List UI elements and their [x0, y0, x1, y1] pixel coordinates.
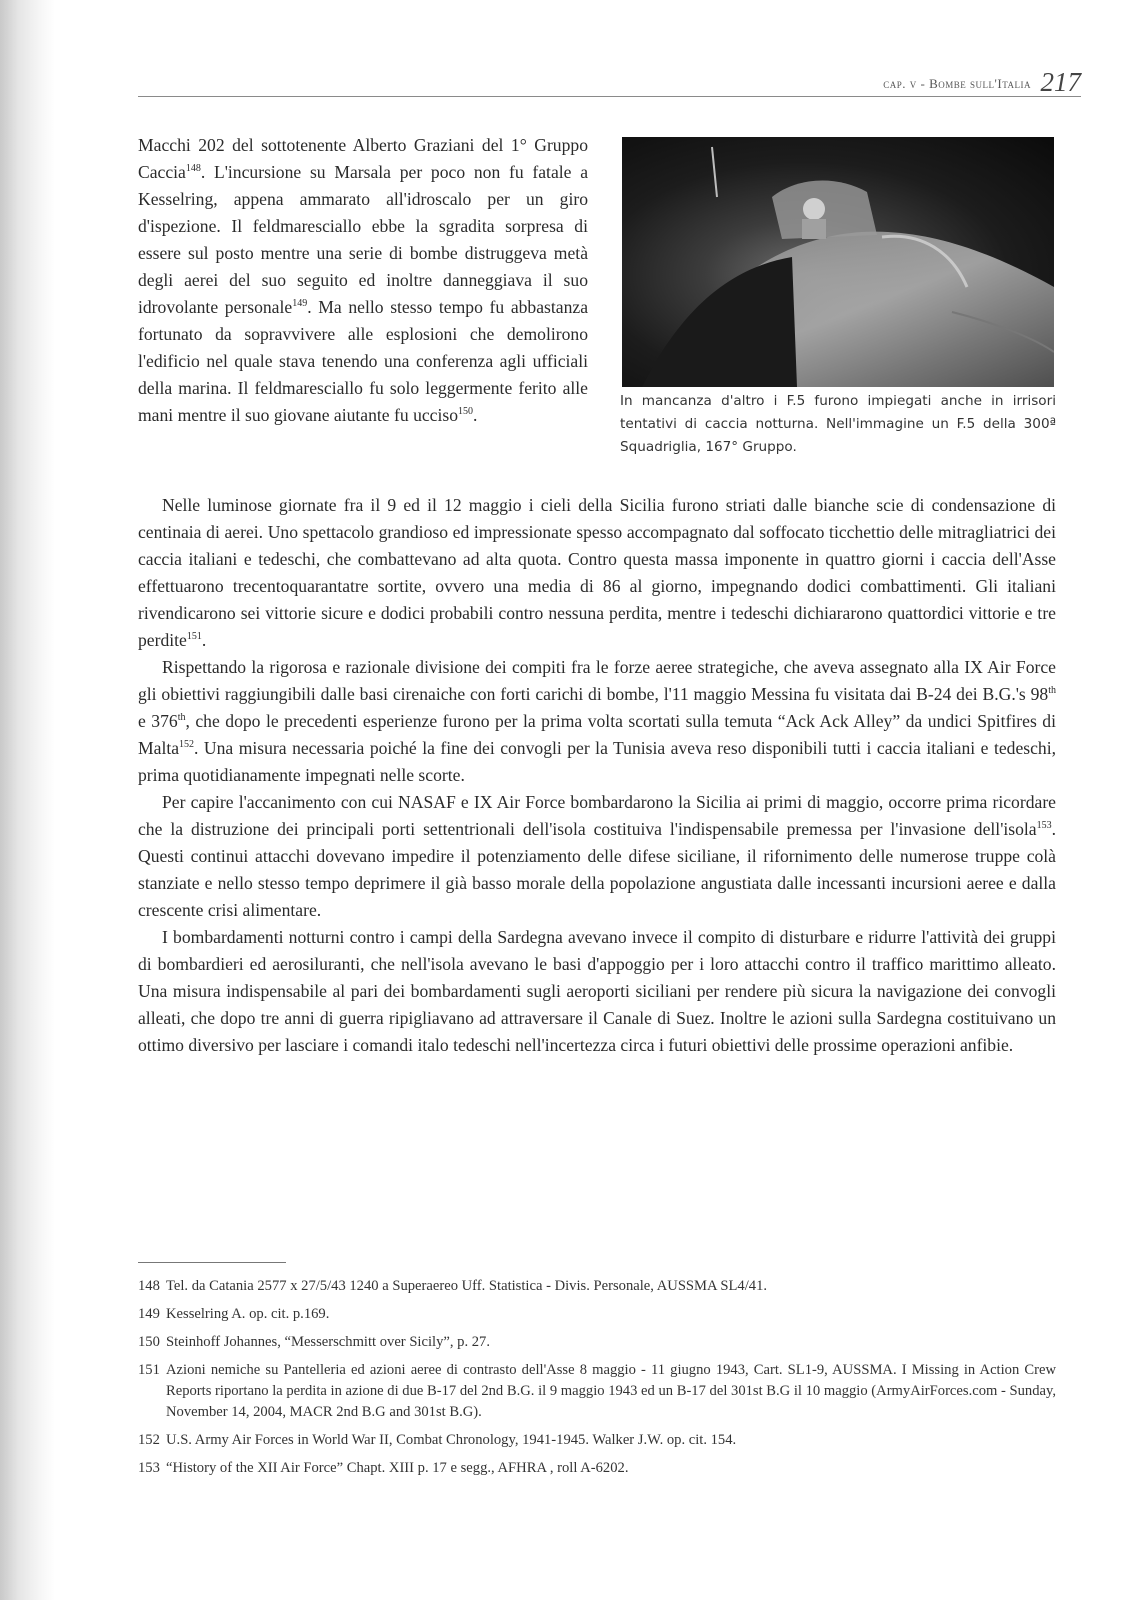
footnotes [138, 1276, 1056, 1486]
text-run: Rispettando la rigorosa e razionale divisione dei compiti fra le forze aeree strategiche, che aveva assegnato alla IX Air Force gli obiettivi raggiungibili dalle basi cirenaiche con forti carichi di bombe, l'11 maggio Messina fu visitata dai B-24 dei B.G.'s 98 [138, 657, 1056, 704]
ordinal-suffix: th [177, 712, 186, 724]
footnote-number: 148 [138, 1278, 160, 1294]
text-run: e 376 [138, 711, 178, 731]
footnote-text: Kesselring A. op. cit. p.169. [166, 1306, 330, 1322]
paragraph-1 [138, 132, 588, 429]
footnote-text: Azioni nemiche su Pantelleria ed azioni aeree di contrasto dell'Asse 8 maggio - 11 giugno 1943, Cart. SL1-9, AUSSMA. I Missing in Action Crew Reports riportano la perdita in azione di due B-17 del 2nd B.G. il 9 maggio 1943 ed un B-17 del 301st B.G il 10 maggio (ArmyAirForces.com - Sunday, November 14, 2004, MACR 2nd B.G and 301st B.G). [166, 1362, 1056, 1420]
footnote-text: Tel. da Catania 2577 x 27/5/43 1240 a Superaereo Uff. Statistica - Divis. Personale, AUSSMA SL4/41. [166, 1278, 768, 1294]
column-text [138, 132, 588, 429]
paragraph-4 [138, 789, 1056, 924]
figure-caption: In mancanza d'altro i F.5 furono impiegati anche in irrisori tentativi di caccia notturna. Nell'immagine un F.5 della 300ª Squadriglia, 167° Gruppo. [620, 393, 1056, 455]
text-run: . Questi continui attacchi dovevano impedire il potenziamento delle difese siciliane, il rifornimento delle numerose truppe colà stanziate e nello stesso tempo deprimere il già basso morale della popolazione angustiata dalle incessanti incursioni aeree e dalla crescente crisi alimentare. [138, 819, 1056, 920]
running-head [138, 66, 1081, 97]
aircraft-photo [622, 137, 1054, 387]
footnote [138, 1458, 1056, 1479]
ordinal-suffix: th [1048, 685, 1056, 697]
footnote [138, 1304, 1056, 1325]
footnote-text: Steinhoff Johannes, “Messerschmitt over Sicily”, p. 27. [166, 1334, 490, 1350]
footnote-text: “History of the XII Air Force” Chapt. XIII p. 17 e segg., AFHRA , roll A-6202. [166, 1460, 629, 1476]
text-run: . [473, 405, 478, 425]
paragraph-2 [138, 492, 1056, 654]
text-run: Macchi 202 del sottotenente Alberto Graziani del 1° Gruppo Caccia [138, 135, 588, 182]
footnote-text: U.S. Army Air Forces in World War II, Combat Chronology, 1941-1945. Walker J.W. op. cit. 154. [166, 1432, 737, 1448]
footnote-ref: 151 [186, 631, 202, 643]
footnote [138, 1276, 1056, 1297]
footnote-ref: 150 [458, 406, 474, 418]
footnote-ref: 152 [179, 739, 195, 751]
chapter-title: cap. v - Bombe sull'Italia [883, 76, 1031, 91]
text-run: . Ma nello stesso tempo fu abbastanza fortunato da sopravvivere alle esplosioni che demolirono l'edificio nel quale stava tenendo una conferenza agli ufficiali della marina. Il feldmaresciallo fu solo leggermente ferito alle mani mentre il suo giovane aiutante fu ucciso [138, 297, 588, 425]
footnote-number: 151 [138, 1362, 160, 1378]
footnote-divider [138, 1262, 286, 1263]
text-run: Per capire l'accanimento con cui NASAF e IX Air Force bombardarono la Sicilia ai primi di maggio, occorre prima ricordare che la distruzione dei principali porti settentrionali dell'isola costituiva l'indispensabile premessa per l'invasione dell'isola [138, 792, 1056, 839]
text-run: . L'incursione su Marsala per poco non fu fatale a Kesselring, appena ammarato all'idroscalo per un giro d'ispezione. Il feldmaresciallo ebbe la sgradita sorpresa di essere sul posto mentre una serie di bombe distruggeva metà degli aerei del suo seguito ed inoltre danneggiava il suo idrovolante personale [138, 162, 588, 317]
footnote-ref: 153 [1036, 820, 1052, 832]
night-fighter-image [622, 137, 1054, 387]
text-run: , che dopo le precedenti esperienze furono per la prima volta scortati sulla temuta “Ack Ack Alley” da undici Spitfires di Malta [138, 711, 1056, 758]
paragraph-3 [138, 654, 1056, 789]
page-spine-shadow [0, 0, 55, 1600]
text-run: . Una misura necessaria poiché la fine dei convogli per la Tunisia aveva reso disponibili tutti i caccia italiani e tedeschi, prima quotidianamente impegnati nelle scorte. [138, 738, 1056, 785]
paragraph-5: I bombardamenti notturni contro i campi della Sardegna avevano invece il compito di disturbare e ridurre l'attività dei gruppi di bombardieri ed aerosiluranti, che nell'isola avevano le basi d'appoggio per i loro attacchi contro il traffico marittimo alleato. Una misura indispensabile al pari dei bombardamenti sugli aeroporti siciliani per rendere più sicura la navigazione dei convogli alleati, che dopo tre anni di guerra ripigliavano ad attraversare il Canale di Suez. Inoltre le azioni sulla Sardegna costituivano un ottimo diversivo per lasciare i comandi italo tedeschi nell'incertezza circa i futuri obiettivi delle prossime operazioni anfibie. [138, 927, 1056, 1055]
footnote-ref: 148 [185, 163, 201, 175]
footnote [138, 1360, 1056, 1423]
footnote-number: 153 [138, 1460, 160, 1476]
footnote-number: 150 [138, 1334, 160, 1350]
footnote-number: 152 [138, 1432, 160, 1448]
footnote-number: 149 [138, 1306, 160, 1322]
page-number: 217 [1040, 67, 1081, 97]
footnote-ref: 149 [292, 298, 308, 310]
footnote [138, 1430, 1056, 1451]
text-run: Nelle luminose giornate fra il 9 ed il 12 maggio i cieli della Sicilia furono striati dalle bianche scie di condensazione di centinaia di aerei. Uno spettacolo grandioso ed impressionate spesso accompagnato dal soffocato ticchettio delle mitragliatrici dei caccia italiani e tedeschi, che combattevano ad alta quota. Contro questa massa imponente in quattro giorni i caccia dell'Asse effettuarono trecentoquarantatre sortite, ovvero una media di 86 al giorno, impegnando dodici combattimenti. Gli italiani rivendicarono sei vittorie sicure e dodici probabili contro nessuna perdita, mentre i tedeschi dichiararono quattordici vittorie e tre perdite [138, 495, 1056, 650]
footnote [138, 1332, 1056, 1353]
main-text [138, 492, 1056, 1059]
text-run: . [201, 630, 207, 650]
